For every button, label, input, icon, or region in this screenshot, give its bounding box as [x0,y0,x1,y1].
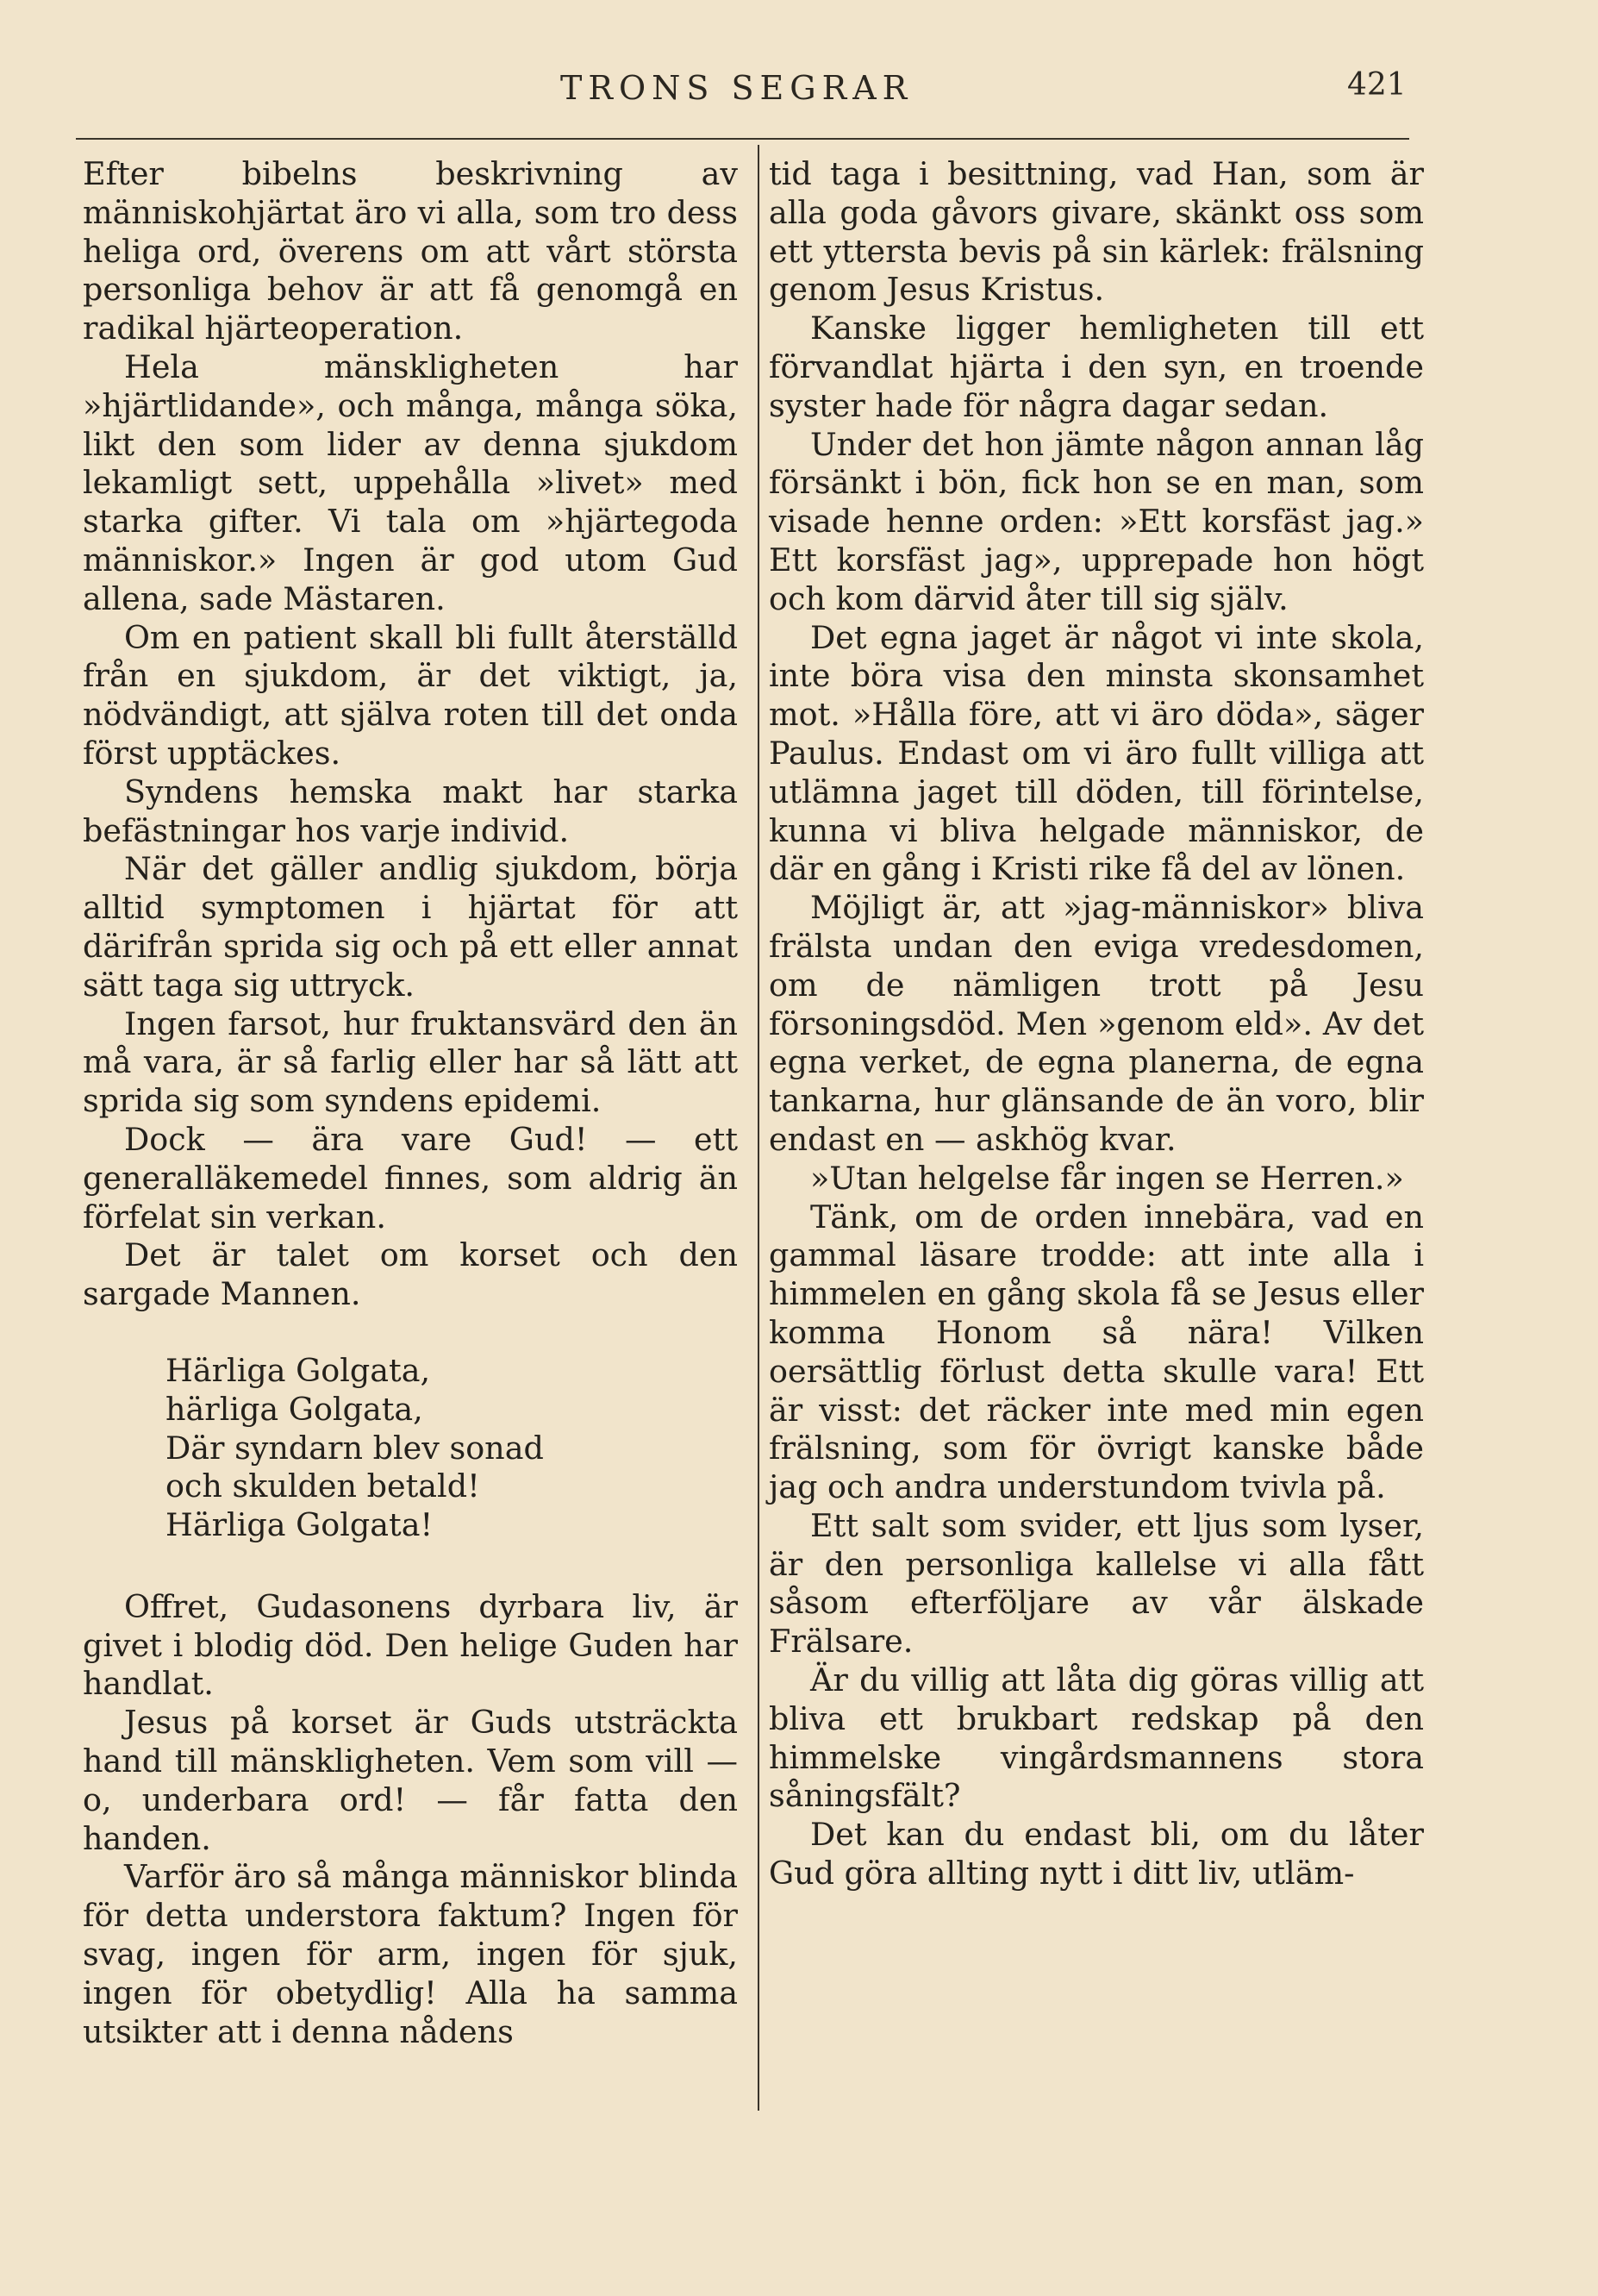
paragraph: Om en patient skall bli fullt återställd från en sjukdom, är det viktigt, ja, nödvändigt, att själva roten till det onda först upptäckes. [83,618,738,772]
paragraph: Jesus på korset är Guds utsträckta hand till mänskligheten. Vem som vill — o, underbara ord! — får fatta den handen. [83,1704,738,1857]
paragraph: Kanske ligger hemligheten till ett förvandlat hjärta i den syn, en troende syster hade för några dagar sedan. [769,310,1424,424]
paragraph: Dock — ära vare Gud! — ett generalläkemedel finnes, som aldrig än förfelat sin verkan. [83,1120,738,1236]
paragraph: Det egna jaget är något vi inte skola, inte böra visa den minsta skonsamhet mot. »Hålla före, att vi äro döda», säger Paulus. Endast om vi äro fullt villiga att utlämna jaget till döden, till förintelse, kunna vi bliva helgade människor, de där en gång i Kristi rike få del av lönen. [769,618,1424,888]
running-title: TRONS SEGRAR [560,69,914,107]
paragraph: Syndens hemska makt har starka befästningar hos varje individ. [83,773,738,849]
paragraph: Efter bibelns beskrivning av människohjärtat äro vi alla, som tro dess heliga ord, överens om att vårt största personliga behov är att få genomgå en radikal hjärteoperation. [83,155,738,347]
paragraph: Under det hon jämte någon annan låg försänkt i bön, fick hon se en man, som visade henne orden: »Ett korsfäst jag.» Ett korsfäst jag», upprepade hon högt och kom därvid åter till sig själv. [769,425,1424,617]
paragraph: Offret, Gudasonens dyrbara liv, är givet i blodig död. Den helige Guden har handlat. [83,1587,738,1703]
paragraph: Det kan du endast bli, om du låter Gud göra allting nytt i ditt liv, utläm- [769,1816,1424,1892]
paragraph: Tänk, om de orden innebära, vad en gammal läsare trodde: att inte alla i himmelen en gång skola få se Jesus eller komma Honom så nära! Vilken oersättlig förlust detta skulle vara! Ett är visst: det räcker inte med min egen frälsning, som för övrigt kanske både jag och andra understundom tvivla på. [769,1198,1424,1506]
poem-line: Härliga Golgata! [165,1506,434,1544]
poem-line: härliga Golgata, [165,1390,423,1428]
paragraph: Ingen farsot, hur fruktansvärd den än må vara, är så farlig eller har så lätt att sprida sig som syndens epidemi. [83,1004,738,1120]
poem-line: och skulden betald! [165,1467,480,1505]
paragraph: Ett salt som svider, ett ljus som lyser, är den personliga kallelse vi alla fått såsom efterföljare av vår älskade Frälsare. [769,1506,1424,1661]
page-number: 421 [1347,67,1407,103]
paragraph: Är du villig att låta dig göras villig att bliva ett brukbart redskap på den himmelske vingårdsmannens stora såningsfält? [769,1661,1424,1815]
header-rule [76,138,1409,140]
paragraph: Varför äro så många människor blinda för detta understora faktum? Ingen för svag, ingen för arm, ingen för sjuk, ingen för obetydlig! Alla ha samma utsikter att i denna nådens [83,1858,738,2050]
poem-line: Där syndarn blev sonad [165,1429,544,1467]
paragraph: När det gäller andlig sjukdom, börja alltid symptomen i hjärtat för att därifrån sprida sig och på ett eller annat sätt taga sig uttryck. [83,850,738,1004]
right-column [769,155,1424,1893]
paragraph: Hela mänskligheten har »hjärtlidande», och många, många söka, likt den som lider av denna sjukdom lekamligt sett, uppehålla »livet» med starka gifter. Vi tala om »hjärtegoda människor.» Ingen är god utom Gud allena, sade Mästaren. [83,347,738,617]
poem-line: Härliga Golgata, [165,1351,431,1389]
poem [165,1352,738,1545]
paragraph: Möjligt är, att »jag-människor» bliva frälsta undan den eviga vredesdomen, om de nämligen trott på Jesu försoningsdöd. Men »genom eld». Av det egna verket, de egna planerna, de egna tankarna, hur glänsande de än voro, blir endast en — askhög kvar. [769,889,1424,1158]
paragraph: »Utan helgelse får ingen se Herren.» [810,1159,1404,1197]
paragraph: Det är talet om korset och den sargade Mannen. [83,1236,738,1313]
paragraph: tid taga i besittning, vad Han, som är alla goda gåvors givare, skänkt oss som ett yttersta bevis på sin kärlek: frälsning genom Jesus Kristus. [769,155,1424,309]
left-column [83,155,738,2051]
column-divider [758,145,759,2111]
